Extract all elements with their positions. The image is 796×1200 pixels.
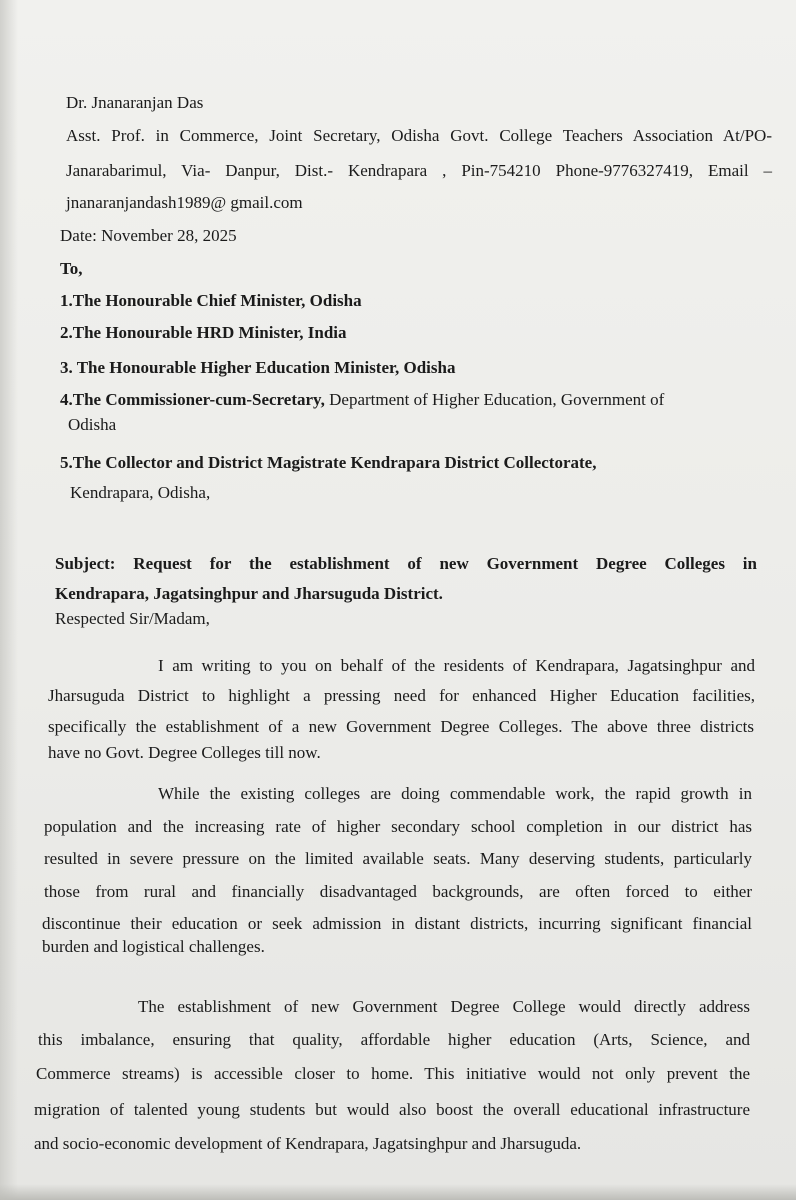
sender-email: jnanaranjandash1989@ gmail.com [66,193,303,212]
paragraph-2-line-6: burden and logistical challenges. [42,937,265,956]
paragraph-2-line-5: discontinue their education or seek admission in distant districts, incurring significant financial [42,914,752,933]
paragraph-1-line-2: Jharsuguda District to highlight a pressing need for enhanced Higher Education facilities, [48,686,755,705]
paragraph-3-line-5: and socio-economic development of Kendrapara, Jagatsinghpur and Jharsuguda. [34,1134,582,1153]
subject-line-1: Subject: Request for the establishment of new Government Degree Colleges in [55,554,757,573]
to-label: To, [60,259,83,278]
recipient-4 [60,389,664,411]
paragraph-2-line-1: While the existing colleges are doing commendable work, the rapid growth in [158,784,752,803]
paragraph-3-line-1: The establishment of new Government Degree College would directly address [138,997,750,1016]
recipient-4-continuation: Odisha [68,415,117,434]
paragraph-3-line-3: Commerce streams) is accessible closer to home. This initiative would not only prevent the [36,1064,750,1083]
recipient-1-title: 1.The Honourable Chief Minister, Odisha [60,291,362,310]
sender-address-line-1: Asst. Prof. in Commerce, Joint Secretary, Odisha Govt. College Teachers Association At/PO- [66,126,772,145]
paragraph-3-line-2: this imbalance, ensuring that quality, affordable higher education (Arts, Science, and [38,1030,750,1049]
paragraph-2-line-2: population and the increasing rate of higher secondary school completion in our district has [44,817,752,836]
recipient-5-continuation: Kendrapara, Odisha, [70,483,211,502]
paragraph-3-line-4: migration of talented young students but would also boost the overall educational infrastructure [34,1100,750,1119]
paragraph-1-line-4: have no Govt. Degree Colleges till now. [48,743,321,762]
recipient-5 [60,452,596,474]
page-bottom-shadow [0,1184,796,1200]
recipient-1 [60,290,362,312]
recipient-4-title: 4.The Commissioner-cum-Secretary, [60,390,325,409]
paragraph-2-line-3: resulted in severe pressure on the limited available seats. Many deserving students, particularly [44,849,752,868]
sender-address-line-2: Janarabarimul, Via- Danpur, Dist.- Kendrapara , Pin-754210 Phone-9776327419, Email – [66,161,772,180]
subject-line-2: Kendrapara, Jagatsinghpur and Jharsuguda District. [55,584,443,603]
paragraph-1-line-1: I am writing to you on behalf of the residents of Kendrapara, Jagatsinghpur and [158,656,755,675]
recipient-2 [60,322,347,344]
paragraph-2-line-4: those from rural and financially disadvantaged backgrounds, are often forced to either [44,882,752,901]
sender-name: Dr. Jnanaranjan Das [66,93,204,112]
recipient-2-title: 2.The Honourable HRD Minister, India [60,323,347,342]
letter-date: Date: November 28, 2025 [60,226,237,245]
recipient-3-title: 3. The Honourable Higher Education Minister, Odisha [60,358,456,377]
recipient-3 [60,357,455,379]
paragraph-1-line-3: specifically the establishment of a new Government Degree Colleges. The above three districts [48,717,754,736]
recipient-4-detail: Department of Higher Education, Government of [324,390,665,409]
recipient-5-title: 5.The Collector and District Magistrate Kendrapara District Collectorate, [60,453,597,472]
salutation: Respected Sir/Madam, [55,609,210,628]
